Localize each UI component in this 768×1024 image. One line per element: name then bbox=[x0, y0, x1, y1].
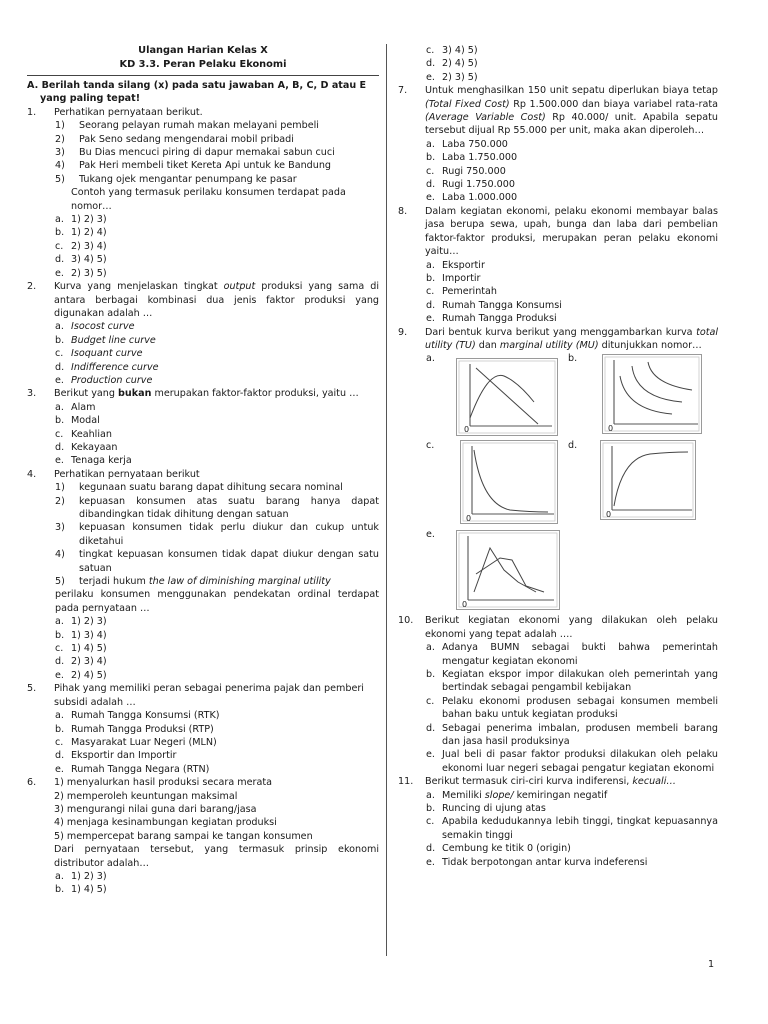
question-5: 5. Pihak yang memiliki peran sebagai penerima pajak dan pemberi subsidi adalah … bbox=[27, 683, 364, 708]
graph-c[interactable] bbox=[460, 440, 558, 524]
option[interactable]: e. Jual beli di pasar faktor produksi dilakukan oleh pelaku ekonomi luar negeri sebagai pengatur kegiatan ekonomi bbox=[426, 749, 718, 774]
question-11: 11. Berikut termasuk ciri-ciri kurva indiferensi, kecuali… bbox=[398, 776, 676, 788]
option[interactable]: c. Keahlian bbox=[55, 428, 112, 440]
option[interactable]: a. 1) 2) 3) bbox=[55, 616, 107, 628]
q10-options bbox=[398, 641, 718, 775]
q3-options bbox=[27, 401, 379, 468]
page-subtitle: KD 3.3. Peran Pelaku Ekonomi bbox=[119, 59, 287, 70]
option[interactable]: d. Rumah Tangga Konsumsi bbox=[426, 299, 562, 311]
option[interactable]: c. 1) 4) 5) bbox=[55, 643, 107, 655]
q6-options bbox=[27, 870, 379, 897]
graph-label-b[interactable]: b. bbox=[568, 353, 578, 365]
section-instruction: A. Berilah tanda silang (x) pada satu jawaban A, B, C, D atau E yang paling tepat! bbox=[27, 80, 367, 105]
option[interactable]: e. Rumah Tangga Negara (RTN) bbox=[55, 763, 210, 775]
page-title: Ulangan Harian Kelas X bbox=[138, 45, 268, 56]
q8-options bbox=[398, 259, 718, 326]
option[interactable]: b. 1) 2) 4) bbox=[55, 227, 107, 239]
origin-label: 0 bbox=[608, 424, 614, 434]
option[interactable]: d. 3) 4) 5) bbox=[55, 254, 107, 266]
q7-options bbox=[398, 138, 718, 205]
q5-options bbox=[27, 709, 379, 776]
statement: Pak Heri membeli tiket Kereta Api untuk ke Bandung bbox=[79, 160, 331, 172]
q9-graphs bbox=[398, 352, 718, 614]
option[interactable]: c. Pemerintah bbox=[426, 286, 498, 298]
option[interactable]: a. 1) 2) 3) bbox=[55, 214, 107, 226]
graph-label-c[interactable]: c. bbox=[426, 440, 435, 452]
option[interactable]: b. Runcing di ujung atas bbox=[426, 803, 546, 815]
q6-options-cont bbox=[398, 44, 718, 84]
origin-label: 0 bbox=[464, 425, 470, 435]
option[interactable]: a. Eksportir bbox=[426, 259, 485, 271]
option[interactable]: b. 1) 3) 4) bbox=[55, 629, 107, 641]
option[interactable]: d. 2) 4) 5) bbox=[426, 58, 478, 70]
option[interactable]: a. Isocost curve bbox=[55, 321, 135, 333]
question-number: 1. bbox=[27, 106, 37, 118]
option[interactable]: a. Memiliki slope/ kemiringan negatif bbox=[426, 789, 608, 801]
option[interactable]: d. Sebagai penerima imbalan, produsen membeli barang dan jasa hasil produksinya bbox=[426, 722, 718, 747]
origin-label: 0 bbox=[462, 600, 468, 610]
question-4: 4. Perhatikan pernyataan berikut bbox=[27, 468, 200, 480]
option[interactable]: a. Laba 750.000 bbox=[426, 138, 508, 150]
question-6: 6. 1) menyalurkan hasil produksi secara merata 2) memperoleh keuntungan maksimal 3) mengurangi nilai guna dari barang/jasa 4) menjaga kesinambungan kegiatan produksi 5) mempercepat barang sampai ke tangan konsumen Dari pernyataan tersebut, yang termasuk prinsip ekonomi distributor adalah… bbox=[27, 777, 379, 869]
option[interactable]: d. 2) 3) 4) bbox=[55, 656, 107, 668]
option[interactable]: e. Production curve bbox=[55, 374, 153, 386]
option[interactable]: b. Kegiatan ekspor impor dilakukan oleh pemerintah yang bertindak sebagai pengambil kebijakan bbox=[426, 668, 718, 694]
option[interactable]: a. Adanya BUMN sebagai bukti bahwa pemerintah mengatur kegiatan ekonomi bbox=[426, 642, 718, 667]
option[interactable]: c. Rugi 750.000 bbox=[426, 165, 506, 177]
option[interactable]: c. Masyarakat Luar Negeri (MLN) bbox=[55, 736, 217, 748]
option[interactable]: b. Importir bbox=[426, 272, 481, 284]
statement: Bu Dias mencuci piring di dapur memakai sabun cuci bbox=[79, 147, 335, 159]
q4-statements: 1) kegunaan suatu barang dapat dihitung secara nominal 2) kepuasan konsumen atas suatu barang hanya dapat dibandingkan tidak dihitung dengan satuan 3) kepuasan konsumen tidak perlu diukur dan cukup untuk diketahui 4) tingkat kepuasan konsumen tidak dapat diukur dengan satu satuan 5) terjadi hukum the law of diminishing marginal utility bbox=[55, 482, 379, 588]
option[interactable]: e. 2) 3) 5) bbox=[426, 71, 478, 83]
option[interactable]: d. Cembung ke titik 0 (origin) bbox=[426, 843, 571, 855]
statement: Tukang ojek mengantar penumpang ke pasar bbox=[79, 173, 297, 185]
origin-label: 0 bbox=[466, 514, 472, 524]
option[interactable]: e. Tenaga kerja bbox=[55, 455, 132, 467]
option[interactable]: d. Eksportir dan Importir bbox=[55, 750, 177, 762]
question-1 bbox=[27, 106, 379, 119]
right-column bbox=[398, 44, 718, 869]
graph-b[interactable] bbox=[602, 354, 702, 434]
q1-prompt: Contoh yang termasuk perilaku konsumen terdapat pada nomor… bbox=[71, 187, 346, 212]
option[interactable]: a. Alam bbox=[55, 401, 96, 413]
option[interactable]: e. Laba 1.000.000 bbox=[426, 192, 518, 204]
option[interactable]: e. 2) 3) 5) bbox=[55, 267, 107, 279]
question-3: 3. Berikut yang bukan merupakan faktor-faktor produksi, yaitu … bbox=[27, 388, 359, 400]
option[interactable]: e. 2) 4) 5) bbox=[55, 669, 107, 681]
option[interactable]: c. Apabila kedudukannya lebih tinggi, tingkat kepuasannya semakin tinggi bbox=[426, 816, 718, 841]
q2-options bbox=[27, 320, 379, 387]
option[interactable]: d. Indifference curve bbox=[55, 361, 159, 373]
option[interactable]: c. 2) 3) 4) bbox=[55, 240, 107, 252]
statement: Pak Seno sedang mengendarai mobil pribadi bbox=[79, 133, 294, 145]
question-text: Perhatikan pernyataan berikut. bbox=[54, 106, 203, 118]
option[interactable]: b. Budget line curve bbox=[55, 334, 156, 346]
q11-options bbox=[398, 789, 718, 869]
question-9: 9. Dari bentuk kurva berikut yang menggambarkan kurva total utility (TU) dan marginal utility (MU) ditunjukkan nomor… bbox=[398, 326, 718, 351]
option[interactable]: e. Tidak berpotongan antar kurva indeferensi bbox=[426, 856, 648, 868]
option[interactable]: e. Rumah Tangga Produksi bbox=[426, 313, 557, 325]
option[interactable]: a. Rumah Tangga Konsumsi (RTK) bbox=[55, 710, 220, 722]
graph-a[interactable] bbox=[456, 358, 558, 436]
option[interactable]: b. 1) 4) 5) bbox=[55, 884, 107, 896]
graph-e[interactable] bbox=[456, 530, 560, 610]
graph-d[interactable] bbox=[600, 440, 696, 520]
q4-prompt: perilaku konsumen menggunakan pendekatan ordinal terdapat pada pernyataan … bbox=[55, 589, 379, 614]
option[interactable]: c. Isoquant curve bbox=[55, 348, 143, 360]
option[interactable]: c. 3) 4) 5) bbox=[426, 45, 478, 56]
option[interactable]: b. Modal bbox=[55, 415, 100, 427]
question-7: 7. Untuk menghasilkan 150 unit sepatu diperlukan biaya tetap (Total Fixed Cost) Rp 1.500.000 dan biaya variabel rata-rata (Average Variable Cost) Rp 40.000/ unit. Apabila sepatu tersebut dijual Rp 55.000 per unit, maka akan diperoleh… bbox=[398, 85, 718, 137]
column-divider bbox=[386, 44, 387, 956]
option[interactable]: c. Pelaku ekonomi produsen sebagai konsumen membeli bahan baku untuk kegiatan produksi bbox=[426, 695, 718, 721]
question-8: 8. Dalam kegiatan ekonomi, pelaku ekonomi membayar balas jasa berupa sewa, upah, bunga dan laba dari pembelian faktor-faktor produksi, merupakan peran pelaku ekonomi yaitu… bbox=[398, 205, 718, 258]
option[interactable]: a. 1) 2) 3) bbox=[55, 870, 107, 882]
header-rule bbox=[27, 75, 379, 76]
graph-label-d[interactable]: d. bbox=[568, 440, 578, 452]
q1-statements: 1) Seorang pelayan rumah makan melayani pembeli 2) Pak Seno sedang mengendarai mobil pribadi 3) Bu Dias mencuci piring di dapur memakai sabun cuci 4) Pak Heri membeli tiket Kereta Api untuk ke Bandung 5) Tukang ojek mengantar penumpang ke pasar bbox=[55, 120, 335, 185]
option[interactable]: b. Laba 1.750.000 bbox=[426, 152, 518, 164]
q4-options bbox=[27, 615, 379, 682]
option[interactable]: b. Rumah Tangga Produksi (RTP) bbox=[55, 723, 214, 735]
q1-options bbox=[27, 213, 379, 280]
graph-label-e[interactable]: e. bbox=[426, 529, 435, 541]
option[interactable]: d. Rugi 1.750.000 bbox=[426, 179, 515, 191]
page-number: 1 bbox=[708, 959, 715, 970]
origin-label: 0 bbox=[606, 510, 612, 520]
statement: Seorang pelayan rumah makan melayani pembeli bbox=[79, 120, 319, 132]
question-10: 10. Berikut kegiatan ekonomi yang dilakukan oleh pelaku ekonomi yang tepat adalah …. bbox=[398, 615, 718, 640]
question-2: 2. Kurva yang menjelaskan tingkat output produksi yang sama di antara berbagai kombinasi dua jenis faktor produksi yang digunakan adalah … bbox=[27, 281, 379, 319]
graph-label-a[interactable]: a. bbox=[426, 353, 435, 365]
option[interactable]: d. Kekayaan bbox=[55, 441, 118, 453]
left-column bbox=[27, 44, 379, 897]
